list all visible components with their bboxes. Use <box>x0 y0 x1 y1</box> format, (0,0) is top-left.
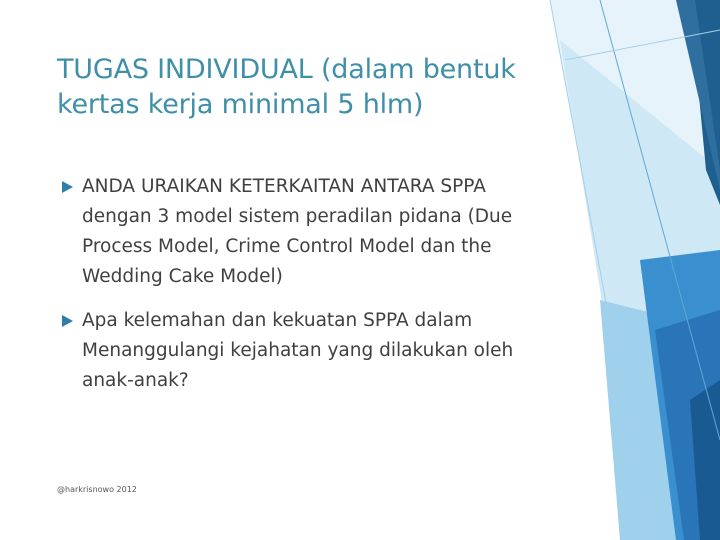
bullet-list <box>62 172 542 410</box>
triangle-right-icon <box>62 181 73 193</box>
triangle-right-icon <box>62 315 73 327</box>
bullet-text: ANDA URAIKAN KETERKAITAN ANTARA SPPA dengan 3 model sistem peradilan pidana (Due Process Model, Crime Control Model dan the Wedding Cake Model) <box>82 176 513 287</box>
slide-title: TUGAS INDIVIDUAL (dalam bentuk kertas kerja minimal 5 hlm) <box>57 54 516 120</box>
bullet-item <box>62 172 542 292</box>
slide-footer: @harkrisnowo 2012 <box>57 485 137 494</box>
bullet-item <box>62 306 542 396</box>
bullet-text: Apa kelemahan dan kekuatan SPPA dalam Menanggulangi kejahatan yang dilakukan oleh anak-anak? <box>82 310 514 391</box>
